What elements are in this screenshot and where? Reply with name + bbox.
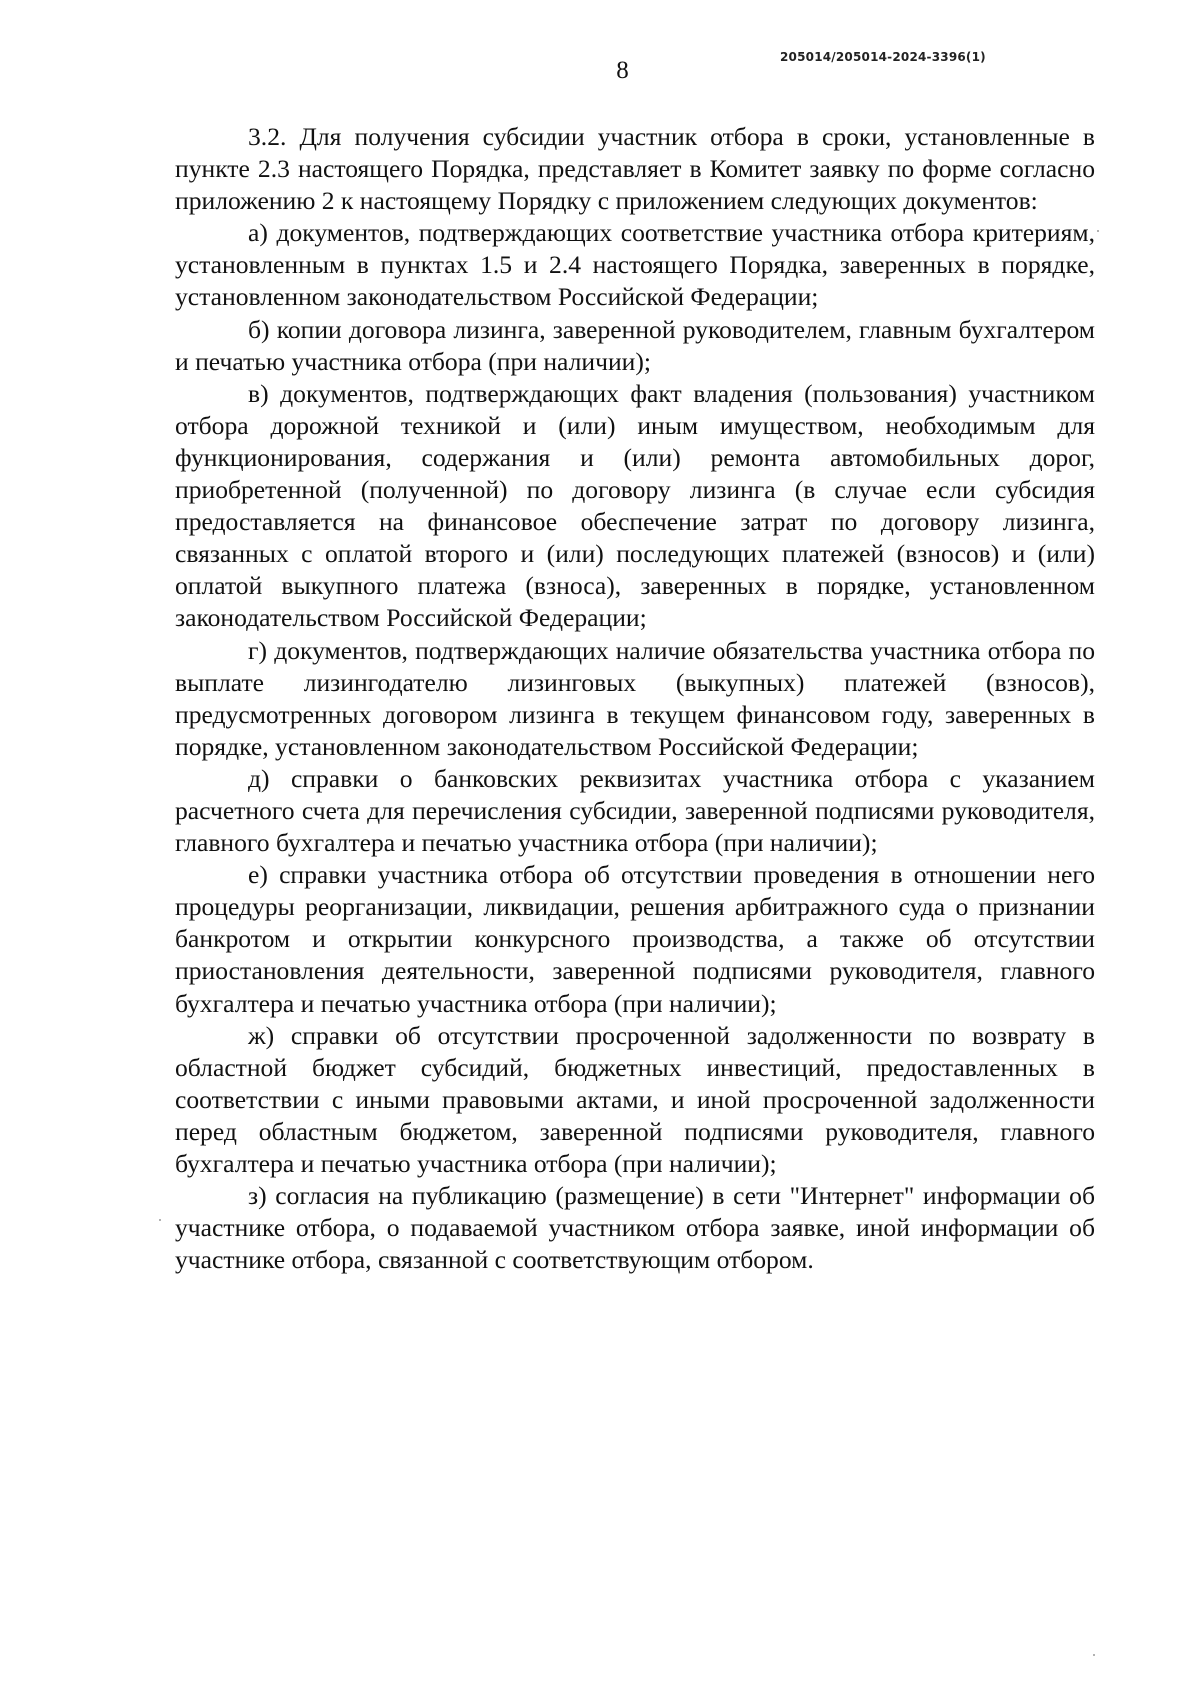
paragraph-item-v: в) документов, подтверждающих факт владения (пользования) участником отбора дорожной техникой и (или) иным имуществом, необходимым для функционирования, содержания и (или) ремонта автомобильных дорог, приобретенной (полученной) по договору лизинга (в случае если субсидия предоставляется на финансовое обеспечение затрат по договору лизинга, связанных с оплатой второго и (или) последующих платежей (взносов) и (или) оплатой выкупного платежа (взноса), заверенных в порядке, установленном законодательством Российской Федерации;: [175, 378, 1095, 633]
scan-speck: [1093, 1654, 1095, 1656]
document-id: 205014/205014-2024-3396(1): [780, 50, 986, 64]
scan-speck: [159, 1219, 161, 1221]
paragraph-3-2: 3.2. Для получения субсидии участник отбора в сроки, установленные в пункте 2.3 настоящего Порядка, представляет в Комитет заявку по форме согласно приложению 2 к настоящему Порядку с приложением следующих документов:: [175, 122, 1095, 216]
paragraph-item-z: з) согласия на публикацию (размещение) в сети "Интернет" информации об участнике отбора, о подаваемой участником отбора заявке, иной информации об участнике отбора, связанной с соответствующим отбором.: [175, 1181, 1095, 1275]
page-number: 8: [616, 57, 629, 84]
paragraph-item-zh: ж) справки об отсутствии просроченной задолженности по возврату в областной бюджет субсидий, бюджетных инвестиций, предоставленных в соответствии с иными правовыми актами, и иной просроченной задолженности перед областным бюджетом, заверенной подписями руководителя, главного бухгалтера и печатью участника отбора (при наличии);: [175, 1020, 1095, 1178]
scan-speck: [1097, 230, 1099, 232]
paragraph-item-e: е) справки участника отбора об отсутствии проведения в отношении него процедуры реорганизации, ликвидации, решения арбитражного суда о признании банкротом и открытии конкурсного производства, а также об отсутствии приостановления деятельности, заверенной подписями руководителя, главного бухгалтера и печатью участника отбора (при наличии);: [175, 860, 1095, 1018]
document-body: [175, 121, 1095, 1276]
paragraph-item-b: б) копии договора лизинга, заверенной руководителем, главным бухгалтером и печатью участника отбора (при наличии);: [175, 314, 1095, 376]
paragraph-item-a: а) документов, подтверждающих соответствие участника отбора критериям, установленным в пунктах 1.5 и 2.4 настоящего Порядка, заверенных в порядке, установленном законодательством Российской Федерации;: [175, 218, 1095, 312]
paragraph-item-g: г) документов, подтверждающих наличие обязательства участника отбора по выплате лизингодателю лизинговых (выкупных) платежей (взносов), предусмотренных договором лизинга в текущем финансовом году, заверенных в порядке, установленном законодательством Российской Федерации;: [175, 635, 1095, 761]
paragraph-item-d: д) справки о банковских реквизитах участника отбора с указанием расчетного счета для перечисления субсидии, заверенной подписями руководителя, главного бухгалтера и печатью участника отбора (при наличии);: [175, 763, 1095, 858]
